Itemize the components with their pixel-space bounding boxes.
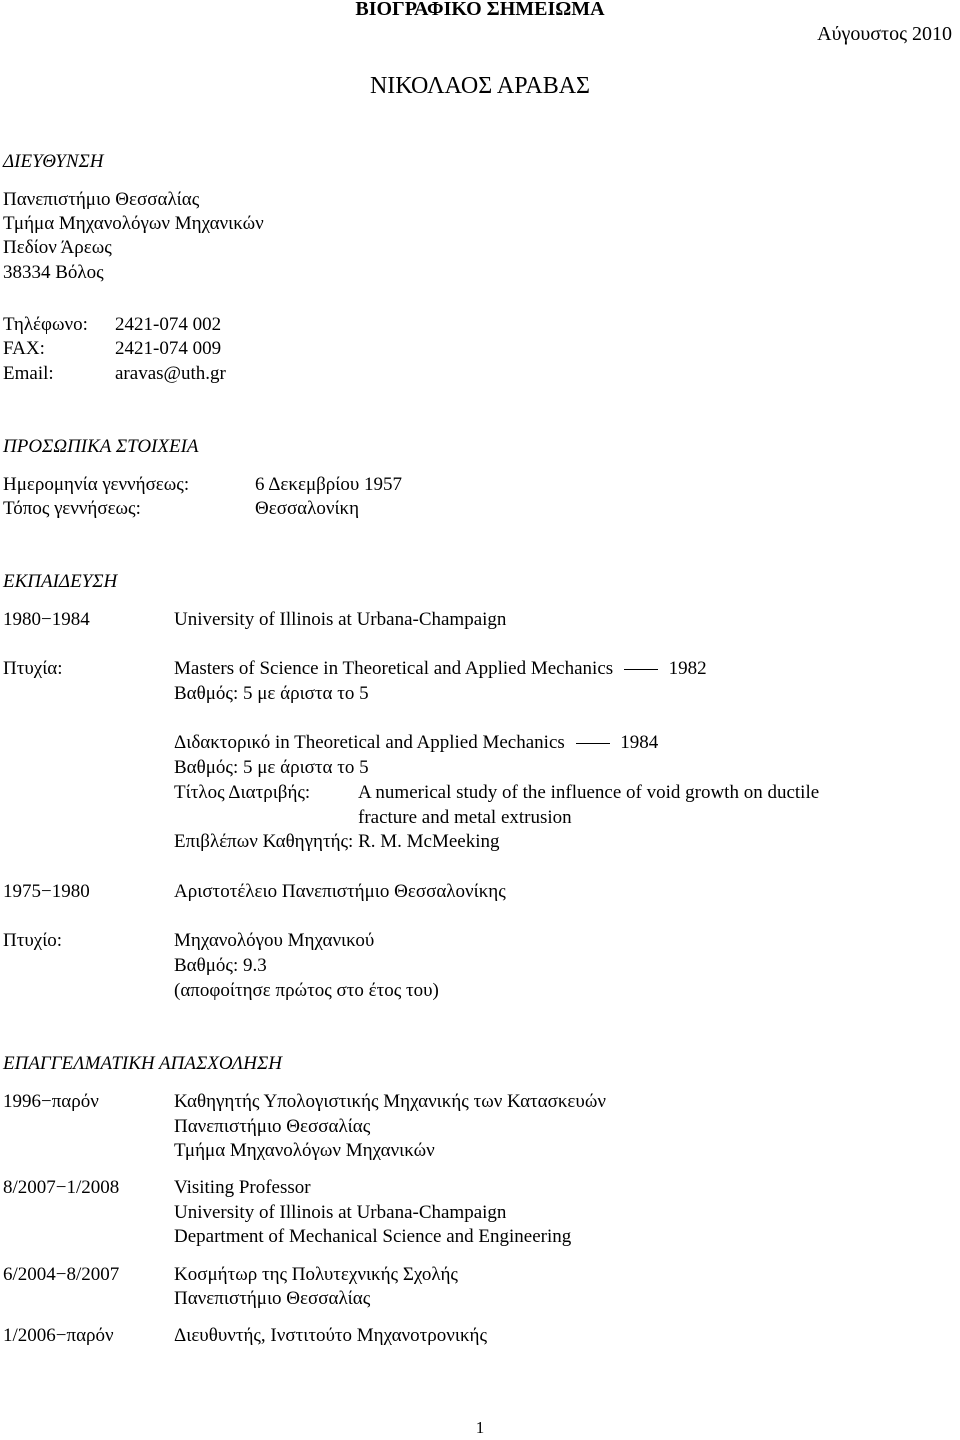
job-period: 6/2004−8/2007 xyxy=(3,1264,120,1285)
job-line: University of Illinois at Urbana-Champaign xyxy=(174,1202,507,1223)
birthdate-label: Ημερομηνία γεννήσεως: xyxy=(3,474,190,495)
phd-advisor: Επιβλέπων Καθηγητής: R. M. McMeeking xyxy=(174,831,500,852)
masters-degree xyxy=(174,657,707,681)
birthdate-value: 6 Δεκεμβρίου 1957 xyxy=(255,474,403,495)
section-heading-address: ΔΙΕΥΘΥΝΣΗ xyxy=(3,151,104,172)
section-heading-personal: ΠΡΟΣΩΠΙΚΑ ΣΤΟΙΧΕΙΑ xyxy=(3,436,199,457)
education-years: 1980−1984 xyxy=(3,609,90,630)
job-line: Κοσμήτωρ της Πολυτεχνικής Σχολής xyxy=(174,1264,458,1285)
person-name: ΝΙΚΟΛΑΟΣ ΑΡΑΒΑΣ xyxy=(369,73,591,99)
fax-label: FAX: xyxy=(3,338,45,359)
dash-divider xyxy=(576,743,610,744)
address-line: 38334 Βόλος xyxy=(3,262,104,283)
email-label: Email: xyxy=(3,363,54,384)
job-line: Διευθυντής, Ινστιτούτο Μηχανοτρονικής xyxy=(174,1325,487,1346)
dash-divider xyxy=(624,669,658,670)
email-value: aravas@uth.gr xyxy=(115,363,226,384)
job-period: 1/2006−παρόν xyxy=(3,1325,114,1346)
section-heading-education: ΕΚΠΑΙΔΕΥΣΗ xyxy=(3,571,118,592)
education-institution: Αριστοτέλειο Πανεπιστήμιο Θεσσαλονίκης xyxy=(174,881,506,902)
phd-degree xyxy=(174,731,658,755)
degree-grade: Βαθμός: 9.3 xyxy=(174,955,267,976)
education-years: 1975−1980 xyxy=(3,881,90,902)
job-line: Καθηγητής Υπολογιστικής Μηχανικής των Κατασκευών xyxy=(174,1091,606,1112)
document-date: Αύγουστος 2010 xyxy=(817,23,952,45)
job-line: Πανεπιστήμιο Θεσσαλίας xyxy=(174,1288,371,1309)
job-period: 1996−παρόν xyxy=(3,1091,99,1112)
job-line: Πανεπιστήμιο Θεσσαλίας xyxy=(174,1116,371,1137)
phone-label: Τηλέφωνο: xyxy=(3,314,88,335)
job-period: 8/2007−1/2008 xyxy=(3,1177,120,1198)
fax-value: 2421-074 009 xyxy=(115,338,222,359)
phd-year: 1984 xyxy=(620,732,659,753)
page-number: 1 xyxy=(475,1418,485,1437)
education-institution: University of Illinois at Urbana-Champaign xyxy=(174,609,507,630)
masters-degree-text: Masters of Science in Theoretical and Applied Mechanics xyxy=(174,658,614,679)
birthplace-label: Τόπος γεννήσεως: xyxy=(3,498,141,519)
job-line: Department of Mechanical Science and Engineering xyxy=(174,1226,572,1247)
address-line: Τμήμα Μηχανολόγων Μηχανικών xyxy=(3,213,264,234)
degree-label: Πτυχίο: xyxy=(3,930,63,951)
thesis-title-line: fracture and metal extrusion xyxy=(358,807,572,828)
section-heading-employment: ΕΠΑΓΓΕΛΜΑΤΙΚΗ ΑΠΑΣΧΟΛΗΣΗ xyxy=(3,1053,282,1074)
address-line: Πεδίον Άρεως xyxy=(3,237,112,258)
birthplace-value: Θεσσαλονίκη xyxy=(255,498,360,519)
thesis-title-line: A numerical study of the influence of void growth on ductile xyxy=(358,782,820,803)
phd-degree-text: Διδακτορικό in Theoretical and Applied Mechanics xyxy=(174,732,565,753)
job-line: Visiting Professor xyxy=(174,1177,311,1198)
job-line: Τμήμα Μηχανολόγων Μηχανικών xyxy=(174,1140,435,1161)
address-line: Πανεπιστήμιο Θεσσαλίας xyxy=(3,189,200,210)
phone-value: 2421-074 002 xyxy=(115,314,222,335)
thesis-label: Τίτλος Διατριβής: xyxy=(174,782,311,803)
masters-grade: Βαθμός: 5 με άριστα το 5 xyxy=(174,683,369,704)
degree-note: (αποφοίτησε πρώτος στο έτος του) xyxy=(174,980,439,1001)
degree-name: Μηχανολόγου Μηχανικού xyxy=(174,930,375,951)
document-title: ΒΙΟΓΡΑΦΙΚΟ ΣΗΜΕΙΩΜΑ xyxy=(355,0,605,20)
phd-grade: Βαθμός: 5 με άριστα το 5 xyxy=(174,757,369,778)
degrees-label: Πτυχία: xyxy=(3,658,63,679)
masters-year: 1982 xyxy=(668,658,707,679)
